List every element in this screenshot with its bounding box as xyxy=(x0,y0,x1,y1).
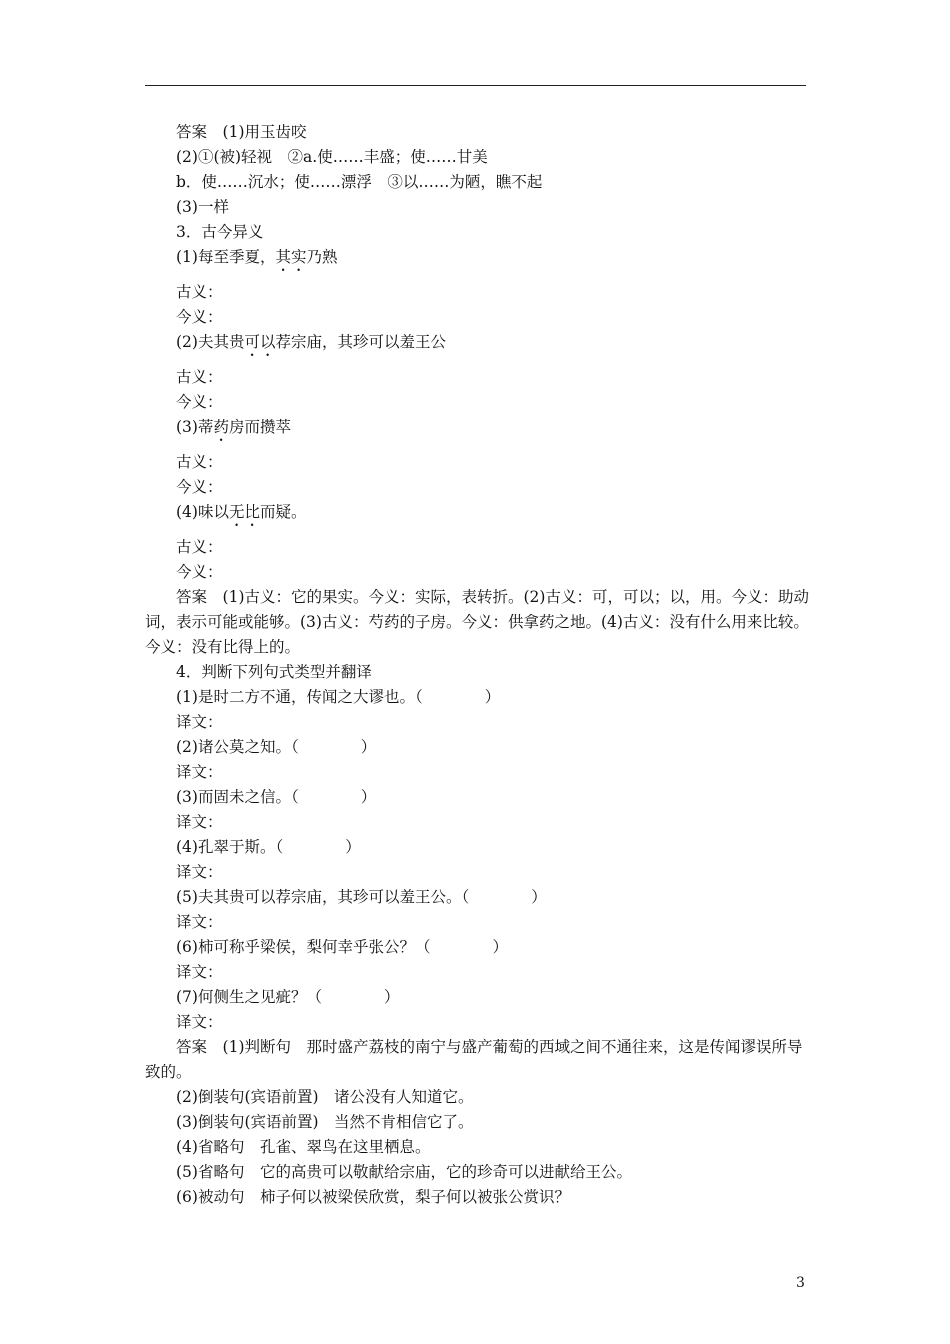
answer-label: 答案 xyxy=(176,588,208,606)
emphasized-word: 药 xyxy=(213,418,229,436)
jin-yi-label: 今义： xyxy=(176,308,223,326)
document-body xyxy=(145,120,810,1210)
emphasized-word: 其实 xyxy=(275,248,307,266)
emphasized-word: 可以 xyxy=(244,333,276,351)
jin-yi-label: 今义： xyxy=(176,393,223,411)
answer-line: (5)省略句 它的高贵可以敬献给宗庙，它的珍奇可以进献给王公。 xyxy=(176,1163,632,1181)
answer-line: (2)①(被)轻视 ②a.使……丰盛；使……甘美 xyxy=(176,148,488,166)
jin-yi-label: 今义： xyxy=(176,478,223,496)
answer-paragraph: 答案 (1)古义：它的果实。今义：实际，表转折。(2)古义：可，可以；以，用。今义：助动词，表示可能或能够。(3)古义：芍药的子房。今义：供拿药之地。(4)古义：没有什么用来比较。今义：没有比得上的。 xyxy=(145,588,809,656)
translation-label: 译文： xyxy=(176,763,223,781)
question-line: (3)而固未之信。（ ） xyxy=(176,788,377,806)
emphasized-word: 无比 xyxy=(228,503,260,521)
answer-line: (4)省略句 孔雀、翠鸟在这里栖息。 xyxy=(176,1138,431,1156)
answer-label: 答案 xyxy=(176,123,208,141)
page-number: 3 xyxy=(796,1275,805,1291)
question-line: (1)每至季夏，其实乃熟 xyxy=(176,248,338,266)
section-title: 3．古今异义 xyxy=(176,223,264,241)
answer-line: b．使……沉水；使……漂浮 ③以……为陋，瞧不起 xyxy=(176,173,543,191)
section-title: 4．判断下列句式类型并翻译 xyxy=(176,663,372,681)
jin-yi-label: 今义： xyxy=(176,563,223,581)
question-line: (6)柿可称乎梁侯，梨何幸乎张公？（ ） xyxy=(176,938,508,956)
translation-label: 译文： xyxy=(176,1013,223,1031)
header-rule xyxy=(145,85,806,86)
question-line: (4)孔翠于斯。（ ） xyxy=(176,838,361,856)
question-line: (7)何侧生之见疵？（ ） xyxy=(176,988,400,1006)
gu-yi-label: 古义： xyxy=(176,283,223,301)
gu-yi-label: 古义： xyxy=(176,368,223,386)
answer-line: (6)被动句 柿子何以被梁侯欣赏，梨子何以被张公赏识？ xyxy=(176,1188,570,1206)
answer-line: 答案 (1)用玉齿咬 xyxy=(176,123,307,141)
question-line: (5)夫其贵可以荐宗庙，其珍可以羞王公。（ ） xyxy=(176,888,547,906)
answer-line: (2)倒装句(宾语前置) 诸公没有人知道它。 xyxy=(176,1088,474,1106)
question-line: (3)蒂药房而攒萃 xyxy=(176,418,291,436)
translation-label: 译文： xyxy=(176,863,223,881)
answer-line: (3)倒装句(宾语前置) 当然不肯相信它了。 xyxy=(176,1113,474,1131)
answer-label: 答案 xyxy=(176,1038,208,1056)
question-line: (4)味以无比而疑。 xyxy=(176,503,307,521)
question-line: (2)夫其贵可以荐宗庙，其珍可以羞王公 xyxy=(176,333,446,351)
answer-paragraph: 答案 (1)判断句 那时盛产荔枝的南宁与盛产葡萄的西域之间不通往来，这是传闻谬误所导致的。 xyxy=(145,1038,803,1081)
translation-label: 译文： xyxy=(176,713,223,731)
gu-yi-label: 古义： xyxy=(176,538,223,556)
translation-label: 译文： xyxy=(176,813,223,831)
answer-line: (3)一样 xyxy=(176,198,229,216)
translation-label: 译文： xyxy=(176,913,223,931)
gu-yi-label: 古义： xyxy=(176,453,223,471)
question-line: (1)是时二方不通，传闻之大谬也。（ ） xyxy=(176,688,501,706)
question-line: (2)诸公莫之知。（ ） xyxy=(176,738,377,756)
translation-label: 译文： xyxy=(176,963,223,981)
